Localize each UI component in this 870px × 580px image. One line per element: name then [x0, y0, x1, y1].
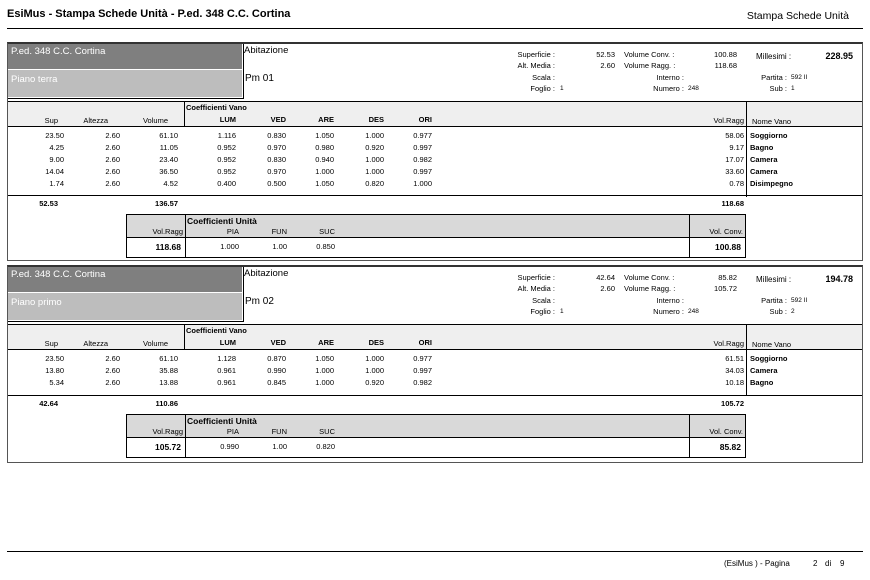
- cell-des: 0.920: [365, 143, 384, 152]
- cell-altezza: 2.60: [105, 131, 120, 140]
- total-sup: 42.64: [39, 399, 58, 408]
- cell-lum: 0.961: [217, 366, 236, 375]
- cell-are: 1.050: [315, 179, 334, 188]
- unit-card-2: [7, 265, 863, 463]
- cell-are: 1.000: [315, 167, 334, 176]
- vol-ragg-value: 105.72: [714, 284, 737, 293]
- footer-page-number: 2: [813, 559, 818, 568]
- cell-altezza: 2.60: [105, 354, 120, 363]
- cell-sup: 4.25: [49, 143, 64, 152]
- cell-lum: 0.952: [217, 167, 236, 176]
- millesimi-value: 194.78: [825, 274, 853, 284]
- ped-label: P.ed. 348 C.C. Cortina: [11, 46, 106, 57]
- vol-conv-label: Volume Conv. :: [624, 50, 675, 59]
- cell-ved: 0.990: [267, 366, 286, 375]
- cell-ved: 0.830: [267, 155, 286, 164]
- cell-are: 1.050: [315, 131, 334, 140]
- numero-label: Numero :: [653, 84, 684, 93]
- col-des: DES: [368, 338, 384, 347]
- scala-label: Scala :: [532, 296, 555, 305]
- cell-volume: 11.05: [159, 143, 178, 152]
- col-divider: [184, 325, 185, 349]
- col-divider: [746, 102, 747, 126]
- cell-vol-ragg: 61.51: [725, 354, 744, 363]
- cell-volume: 35.88: [159, 366, 178, 375]
- superficie-value: 42.64: [596, 273, 615, 282]
- cell-ori: 0.977: [413, 354, 432, 363]
- unit-type: Abitazione: [244, 268, 289, 279]
- unit-pm: Pm 02: [245, 296, 274, 307]
- col-ori: ORI: [418, 115, 432, 124]
- cell-ori: 0.982: [413, 378, 432, 387]
- sub-label: Sub :: [769, 307, 787, 316]
- numero-value: 248: [688, 85, 699, 92]
- cell-lum: 0.400: [217, 179, 236, 188]
- sub-label: Sub :: [769, 84, 787, 93]
- cell-vol-ragg: 17.07: [725, 155, 744, 164]
- interno-label: Interno :: [656, 296, 684, 305]
- alt-media-label: Alt. Media :: [517, 61, 555, 70]
- cell-ori: 1.000: [413, 179, 432, 188]
- coef-vano-title: Coefficienti Vano: [186, 103, 247, 112]
- header-rule: [7, 28, 863, 29]
- cell-vol-ragg: 10.18: [725, 378, 744, 387]
- cell-nome-vano: Soggiorno: [750, 131, 788, 140]
- col-des: DES: [368, 115, 384, 124]
- col-divider: [746, 325, 747, 349]
- col-divider: [689, 415, 690, 457]
- unit-vol-ragg-value: 105.72: [155, 442, 181, 452]
- cell-lum: 0.961: [217, 378, 236, 387]
- col-ved: VED: [270, 115, 286, 124]
- superficie-value: 52.53: [596, 50, 615, 59]
- superficie-label: Superficie :: [517, 273, 555, 282]
- col-lum: LUM: [219, 115, 236, 124]
- unit-vol-conv-value: 85.82: [719, 442, 741, 452]
- vol-ragg-label: Volume Ragg. :: [624, 61, 676, 70]
- cell-des: 1.000: [365, 366, 384, 375]
- vol-ragg-value: 118.68: [714, 61, 737, 70]
- cell-ved: 0.970: [267, 167, 286, 176]
- numero-value: 248: [688, 308, 699, 315]
- cell-are: 1.000: [315, 378, 334, 387]
- total-volume: 110.86: [155, 399, 178, 408]
- cell-altezza: 2.60: [105, 155, 120, 164]
- cell-ved: 0.870: [267, 354, 286, 363]
- unit-fun-label: FUN: [271, 427, 287, 436]
- millesimi-label: Millesimi :: [756, 52, 792, 61]
- cell-are: 1.050: [315, 354, 334, 363]
- unit-pia-value: 1.000: [220, 242, 239, 251]
- col-nome-vano: Nome Vano: [752, 117, 792, 126]
- foglio-value: 1: [560, 308, 564, 315]
- cell-vol-ragg: 9.17: [729, 143, 744, 152]
- col-nome-vano: Nome Vano: [752, 340, 792, 349]
- footer-page-total: 9: [840, 559, 845, 568]
- unit-vol-conv-label: Vol. Conv.: [709, 427, 743, 436]
- unit-vol-ragg-value: 118.68: [155, 242, 181, 252]
- col-divider: [184, 102, 185, 126]
- cell-volume: 13.88: [159, 378, 178, 387]
- table-row: [8, 366, 862, 378]
- title-box-frame: [8, 44, 244, 99]
- unit-pia-label: PIA: [226, 227, 239, 236]
- floor-label: Piano terra: [11, 74, 58, 85]
- cell-ved: 0.970: [267, 143, 286, 152]
- cell-sup: 1.74: [49, 179, 64, 188]
- table-row: [8, 378, 862, 390]
- cell-altezza: 2.60: [105, 143, 120, 152]
- cell-nome-vano: Disimpegno: [750, 179, 793, 188]
- millesimi-label: Millesimi :: [756, 275, 792, 284]
- cell-are: 0.940: [315, 155, 334, 164]
- room-table-header: [8, 101, 862, 127]
- cell-sup: 23.50: [45, 354, 64, 363]
- cell-des: 1.000: [365, 354, 384, 363]
- cell-sup: 23.50: [45, 131, 64, 140]
- col-divider: [185, 415, 186, 457]
- millesimi-value: 228.95: [825, 51, 853, 61]
- coef-unita-title: Coefficienti Unità: [187, 216, 257, 226]
- cell-nome-vano: Bagno: [750, 143, 774, 152]
- cell-ori: 0.982: [413, 155, 432, 164]
- sub-value: 1: [791, 85, 795, 92]
- table-row: [8, 354, 862, 366]
- col-vol-ragg: Vol.Ragg: [713, 116, 744, 125]
- cell-volume: 4.52: [163, 179, 178, 188]
- cell-lum: 0.952: [217, 155, 236, 164]
- cell-are: 1.000: [315, 366, 334, 375]
- unit-vol-conv-label: Vol. Conv.: [709, 227, 743, 236]
- totals-rule: [8, 195, 862, 196]
- table-row: [8, 143, 862, 155]
- cell-altezza: 2.60: [105, 167, 120, 176]
- cell-nome-vano: Camera: [750, 366, 778, 375]
- unit-type: Abitazione: [244, 45, 289, 56]
- vol-conv-value: 85.82: [718, 273, 737, 282]
- vol-conv-value: 100.88: [714, 50, 737, 59]
- alt-media-label: Alt. Media :: [517, 284, 555, 293]
- cell-volume: 23.40: [159, 155, 178, 164]
- partita-value: 592 II: [791, 74, 808, 81]
- col-volume: Volume: [142, 116, 168, 125]
- partita-label: Partita :: [761, 73, 787, 82]
- col-altezza: Altezza: [83, 339, 108, 348]
- table-row: [8, 167, 862, 179]
- cell-ori: 0.997: [413, 143, 432, 152]
- cell-des: 0.820: [365, 179, 384, 188]
- cell-ved: 0.500: [267, 179, 286, 188]
- superficie-label: Superficie :: [517, 50, 555, 59]
- cell-volume: 36.50: [159, 167, 178, 176]
- col-sup: Sup: [44, 116, 58, 125]
- cell-des: 1.000: [365, 167, 384, 176]
- table-row: [8, 179, 862, 191]
- cell-sup: 13.80: [45, 366, 64, 375]
- foglio-label: Foglio :: [530, 84, 555, 93]
- unit-vol-ragg-label: Vol.Ragg: [152, 427, 183, 436]
- unit-fun-value: 1.00: [272, 442, 287, 451]
- cell-volume: 61.10: [159, 131, 178, 140]
- room-table-header: [8, 324, 862, 350]
- unit-suc-label: SUC: [319, 427, 335, 436]
- unit-suc-label: SUC: [319, 227, 335, 236]
- unit-pia-label: PIA: [226, 427, 239, 436]
- table-row: [8, 131, 862, 143]
- footer-label: (EsiMus ) - Pagina: [724, 559, 790, 568]
- total-vol-ragg: 118.68: [721, 199, 744, 208]
- cell-ori: 0.997: [413, 167, 432, 176]
- cell-nome-vano: Camera: [750, 155, 778, 164]
- unit-fun-value: 1.00: [272, 242, 287, 251]
- sub-value: 2: [791, 308, 795, 315]
- scala-label: Scala :: [532, 73, 555, 82]
- col-lum: LUM: [219, 338, 236, 347]
- foglio-label: Foglio :: [530, 307, 555, 316]
- cell-are: 0.980: [315, 143, 334, 152]
- unit-pm: Pm 01: [245, 73, 274, 84]
- col-are: ARE: [318, 338, 334, 347]
- totals-rule: [8, 395, 862, 396]
- unit-suc-value: 0.850: [316, 242, 335, 251]
- total-vol-ragg: 105.72: [721, 399, 744, 408]
- cell-sup: 14.04: [45, 167, 64, 176]
- unit-card-1: [7, 42, 863, 261]
- cell-sup: 5.34: [49, 378, 64, 387]
- cell-ved: 0.845: [267, 378, 286, 387]
- cell-lum: 0.952: [217, 143, 236, 152]
- unit-suc-value: 0.820: [316, 442, 335, 451]
- cell-des: 1.000: [365, 131, 384, 140]
- cell-des: 0.920: [365, 378, 384, 387]
- cell-ori: 0.977: [413, 131, 432, 140]
- cell-vol-ragg: 0.78: [729, 179, 744, 188]
- floor-label: Piano primo: [11, 297, 62, 308]
- col-ori: ORI: [418, 338, 432, 347]
- total-volume: 136.57: [155, 199, 178, 208]
- footer-di: di: [825, 559, 832, 568]
- coef-unita-title: Coefficienti Unità: [187, 416, 257, 426]
- unit-coefficients-box: [126, 214, 746, 258]
- unit-fun-label: FUN: [271, 227, 287, 236]
- cell-des: 1.000: [365, 155, 384, 164]
- unit-vol-conv-value: 100.88: [715, 242, 741, 252]
- coef-vano-title: Coefficienti Vano: [186, 326, 247, 335]
- report-title: EsiMus - Stampa Schede Unità - P.ed. 348 C.C. Cortina: [7, 8, 291, 20]
- cell-altezza: 2.60: [105, 366, 120, 375]
- alt-media-value: 2.60: [600, 284, 615, 293]
- vol-conv-label: Volume Conv. :: [624, 273, 675, 282]
- cell-vol-ragg: 58.06: [725, 131, 744, 140]
- partita-value: 592 II: [791, 297, 808, 304]
- col-sup: Sup: [44, 339, 58, 348]
- cell-lum: 1.128: [217, 354, 236, 363]
- alt-media-value: 2.60: [600, 61, 615, 70]
- cell-nome-vano: Bagno: [750, 378, 774, 387]
- cell-vol-ragg: 34.03: [725, 366, 744, 375]
- total-sup: 52.53: [39, 199, 58, 208]
- col-divider: [185, 215, 186, 257]
- col-are: ARE: [318, 115, 334, 124]
- cell-vol-ragg: 33.60: [725, 167, 744, 176]
- cell-volume: 61.10: [159, 354, 178, 363]
- ped-label: P.ed. 348 C.C. Cortina: [11, 269, 106, 280]
- foglio-value: 1: [560, 85, 564, 92]
- cell-altezza: 2.60: [105, 179, 120, 188]
- title-box-frame: [8, 267, 244, 322]
- cell-nome-vano: Camera: [750, 167, 778, 176]
- footer-rule: [7, 551, 863, 552]
- col-divider: [689, 215, 690, 257]
- cell-ved: 0.830: [267, 131, 286, 140]
- interno-label: Interno :: [656, 73, 684, 82]
- unit-pia-value: 0.990: [220, 442, 239, 451]
- unit-coefficients-box: [126, 414, 746, 458]
- col-altezza: Altezza: [83, 116, 108, 125]
- col-vol-ragg: Vol.Ragg: [713, 339, 744, 348]
- cell-altezza: 2.60: [105, 378, 120, 387]
- cell-ori: 0.997: [413, 366, 432, 375]
- col-ved: VED: [270, 338, 286, 347]
- report-type-label: Stampa Schede Unità: [746, 10, 849, 22]
- vol-ragg-label: Volume Ragg. :: [624, 284, 676, 293]
- numero-label: Numero :: [653, 307, 684, 316]
- cell-sup: 9.00: [49, 155, 64, 164]
- cell-lum: 1.116: [217, 131, 236, 140]
- unit-vol-ragg-label: Vol.Ragg: [152, 227, 183, 236]
- partita-label: Partita :: [761, 296, 787, 305]
- cell-nome-vano: Soggiorno: [750, 354, 788, 363]
- col-volume: Volume: [142, 339, 168, 348]
- table-row: [8, 155, 862, 167]
